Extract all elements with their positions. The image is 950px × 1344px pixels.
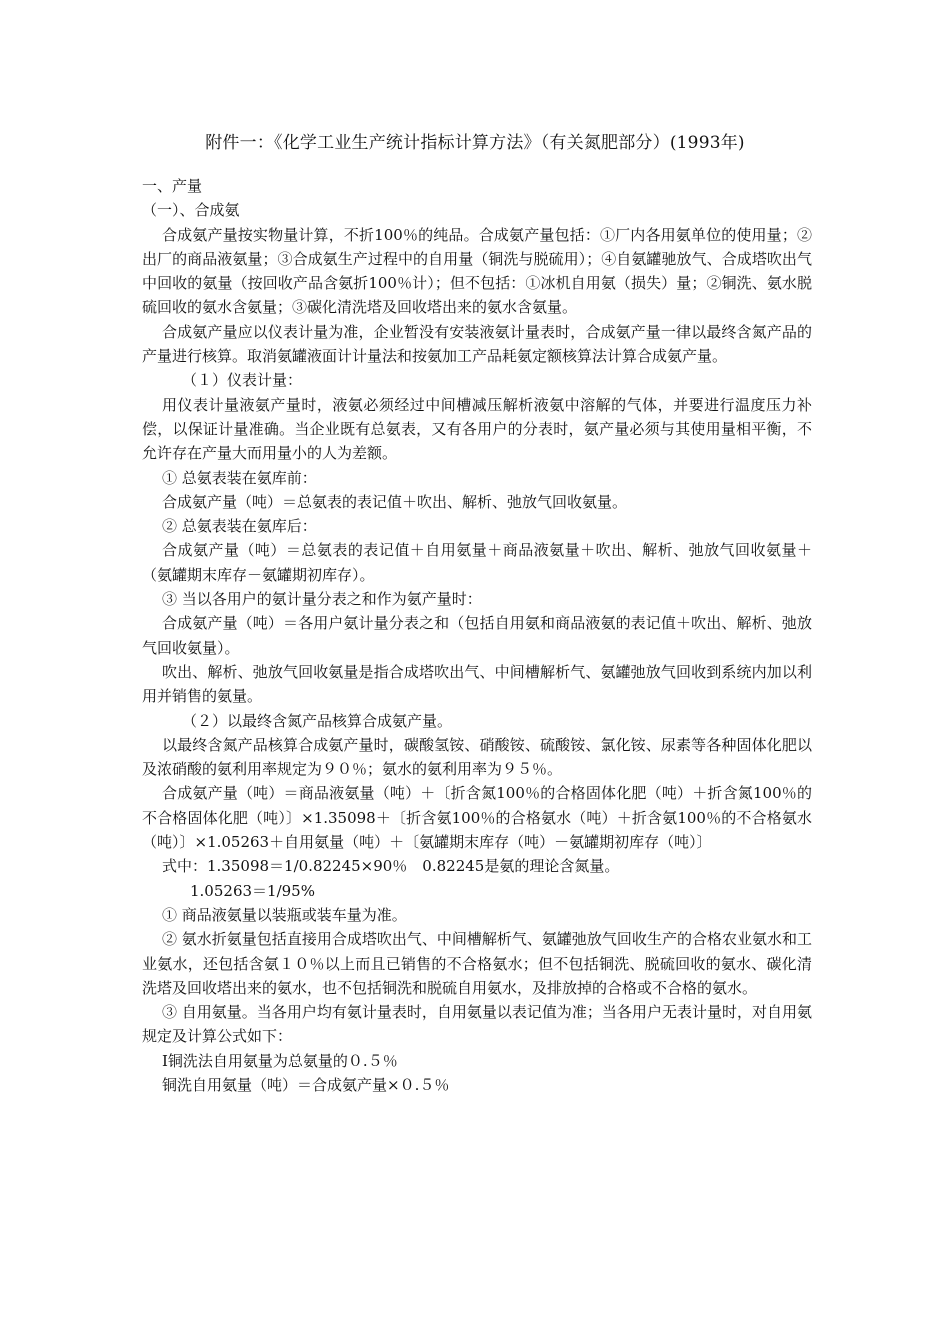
paragraph: Ⅰ铜洗法自用氨量为总氨量的０.５％ [162,1051,398,1070]
paragraph: ③ 当以各用户的氨计量分表之和作为氨产量时： [162,590,482,609]
document-body [142,174,812,1097]
paragraph: 以最终含氮产品核算合成氨产量时，碳酸氢铵、硝酸铵、硫酸铵、氯化铵、尿素等各种固体化肥以及浓硝酸的氨利用率规定为９０％；氨水的氨利用率为９５％。 [142,735,812,779]
paragraph: 吹出、解析、弛放气回收氨量是指合成塔吹出气、中间槽解析气、氨罐弛放气回收到系统内加以利用并销售的氨量。 [142,662,812,706]
paragraph: ③ 自用氨量。当各用户均有氨计量表时，自用氨量以表记值为准；当各用户无表计量时，对自用氨规定及计算公式如下： [142,1003,812,1046]
paragraph: 合成氨产量（吨）＝总氨表的表记值＋吹出、解析、弛放气回收氨量。 [162,492,628,511]
paragraph: ① 总氨表装在氨库前： [162,468,317,487]
paragraph: 合成氨产量（吨）＝总氨表的表记值＋自用氨量＋商品液氨量＋吹出、解析、弛放气回收氨量＋（氨罐期末库存－氨罐期初库存）。 [142,541,812,584]
paragraph: （２）以最终含氮产品核算合成氨产量。 [182,711,453,730]
document-title: 附件一：《化学工业生产统计指标计算方法》（有关氮肥部分）(1993年) [205,133,745,153]
paragraph: 合成氨产量按实物量计算，不折100％的纯品。合成氨产量包括：①厂内各用氨单位的使用量；②出厂的商品液氨量；③合成氨生产过程中的自用量（铜洗与脱硫用）；④自氨罐驰放气、合成塔吹出气中回收的氨量（按回收产品含氨折100％计）；但不包括：①冰机自用氨（损失）量；②铜洗、氨水脱硫回收的氨水含氨量；③碳化清洗塔及回收塔出来的氨水含氨量。 [142,225,812,317]
paragraph: 用仪表计量液氨产量时，液氨必须经过中间槽减压解析液氨中溶解的气体，并要进行温度压力补偿，以保证计量准确。当企业既有总氨表，又有各用户的分表时，氨产量必须与其使用量相平衡，不允许存在产量大而用量小的人为差额。 [142,395,812,463]
paragraph: 合成氨产量（吨）＝各用户氨计量分表之和（包括自用氨和商品液氨的表记值＋吹出、解析、弛放气回收氨量）。 [142,614,812,657]
paragraph: 式中：1.35098＝1/0.82245×90％ 0.82245是氨的理论含氮量。 [162,857,620,876]
paragraph: （１）仪表计量： [182,371,303,390]
paragraph: ① 商品液氨量以装瓶或装车量为准。 [162,905,407,924]
paragraph: 铜洗自用氨量（吨）＝合成氨产量×０.５％ [162,1075,450,1094]
paragraph: ② 总氨表装在氨库后： [162,517,317,536]
paragraph: 1.05263＝1/95% [190,881,315,900]
paragraph: ② 氨水折氨量包括直接用合成塔吹出气、中间槽解析气、氨罐弛放气回收生产的合格农业氨水和工业氨水，还包括含氨１０％以上而且已销售的不合格氨水；但不包括铜洗、脱硫回收的氨水、碳化清洗塔及回收塔出来的氨水，也不包括铜洗和脱硫自用氨水，及排放掉的合格或不合格的氨水。 [142,930,812,997]
paragraph: （一）、合成氨 [142,201,240,220]
paragraph: 合成氨产量应以仪表计量为准，企业暂没有安装液氨计量表时，合成氨产量一律以最终含氮产品的产量进行核算。取消氨罐液面计计量法和按氨加工产品耗氨定额核算法计算合成氨产量。 [142,322,812,366]
paragraph: 合成氨产量（吨）＝商品液氨量（吨）＋〔折含氮100％的合格固体化肥（吨）＋折含氮100％的不合格固体化肥（吨）〕×1.35098＋〔折含氨100％的合格氨水（吨）＋折含氨100％的不合格氨水（吨）〕×1.05263＋自用氨量（吨）＋〔氨罐期末库存（吨）－氨罐期初库存（吨）〕 [142,784,812,852]
paragraph: 一、产量 [142,177,203,195]
